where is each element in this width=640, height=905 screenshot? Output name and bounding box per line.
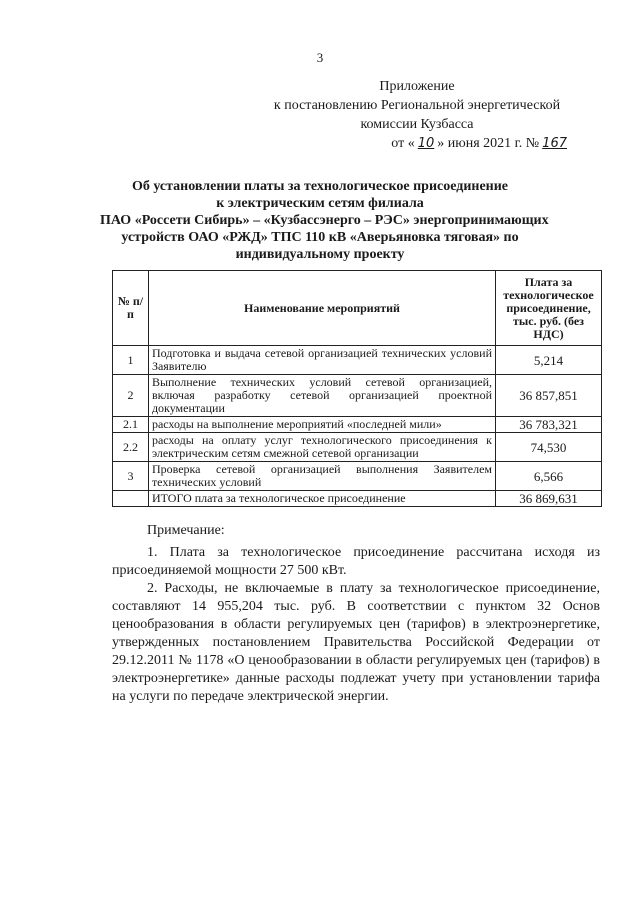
table-header-row — [113, 271, 602, 346]
title-line: ПАО «Россети Сибирь» – «Кузбассэнерго – РЭС» энергопринимающих — [100, 213, 549, 228]
note-item-2: 2. Расходы, не включаемые в плату за технологическое присоединение, составляют 14 955,204 тыс. руб. В соответствии с пунктом 32 Основ ценообразования в области регулируемых цен (тарифов) в электроэнергетике, утвержденных постановлением Правительства Российской Федерации от 29.12.2011 № 1178 «О ценообразовании в области регулируемых цен (тарифов) в электроэнергетике» данные расходы подлежат учету при установлении тарифа на услуги по передаче электрической энергии. — [112, 581, 600, 704]
title-line: индивидуальному проекту — [235, 247, 405, 262]
row-number: 2.2 — [113, 433, 149, 462]
row-number: 1 — [113, 346, 149, 375]
table-row — [113, 417, 602, 433]
header-fee: Плата за технологическое присоединение, тыс. руб. (без НДС) — [496, 271, 602, 346]
page-number: 3 — [316, 50, 324, 65]
table-total-row — [113, 491, 602, 507]
row-name: расходы на выполнение мероприятий «последней мили» — [148, 417, 495, 433]
table-row — [113, 433, 602, 462]
appendix-title: Приложение — [379, 79, 455, 94]
fees-table — [112, 270, 602, 507]
row-fee: 5,214 — [496, 346, 602, 375]
row-fee: 36 857,851 — [496, 375, 602, 417]
handwritten-number: 167 — [542, 136, 567, 151]
table-row — [113, 462, 602, 491]
table-row — [113, 375, 602, 417]
notes-heading: Примечание: — [147, 523, 225, 538]
row-fee: 6,566 — [496, 462, 602, 491]
appendix-commission: комиссии Кузбасса — [360, 117, 474, 132]
document-title — [100, 178, 549, 263]
title-line: Об установлении платы за технологическое присоединение — [131, 179, 509, 194]
title-line: к электрическим сетям филиала — [216, 196, 424, 211]
row-name: Выполнение технических условий сетевой организацией, включая разработку сетевой организацией проектной документации — [148, 375, 495, 417]
handwritten-day: 10 — [417, 136, 435, 151]
row-name: Проверка сетевой организацией выполнения Заявителем технических условий — [148, 462, 495, 491]
row-number: 2.1 — [113, 417, 149, 433]
row-fee: 36 783,321 — [496, 417, 602, 433]
note-item-1: 1. Плата за технологическое присоединение рассчитана исходя из присоединяемой мощности 27 500 кВт. — [112, 545, 600, 578]
row-name: расходы на оплату услуг технологического присоединения к электрическим сетям смежной сетевой организации — [148, 433, 495, 462]
appendix-header — [252, 77, 582, 153]
row-fee: 74,530 — [496, 433, 602, 462]
header-name: Наименование мероприятий — [148, 271, 495, 346]
row-number — [113, 491, 149, 507]
table-row — [113, 346, 602, 375]
date-prefix: от « — [391, 136, 415, 151]
row-name: Подготовка и выдача сетевой организацией технических условий Заявителю — [148, 346, 495, 375]
row-fee: 36 869,631 — [496, 491, 602, 507]
title-line: устройств ОАО «РЖД» ТПС 110 кВ «Аверьяновка тяговая» по — [121, 230, 519, 245]
date-month-year: » июня 2021 г. № — [437, 136, 540, 151]
appendix-decree: к постановлению Региональной энергетической — [273, 98, 561, 113]
notes-section — [112, 522, 600, 706]
row-number: 3 — [113, 462, 149, 491]
row-name: ИТОГО плата за технологическое присоединение — [148, 491, 495, 507]
header-number: № п/п — [113, 271, 149, 346]
appendix-dateline — [252, 134, 582, 153]
row-number: 2 — [113, 375, 149, 417]
